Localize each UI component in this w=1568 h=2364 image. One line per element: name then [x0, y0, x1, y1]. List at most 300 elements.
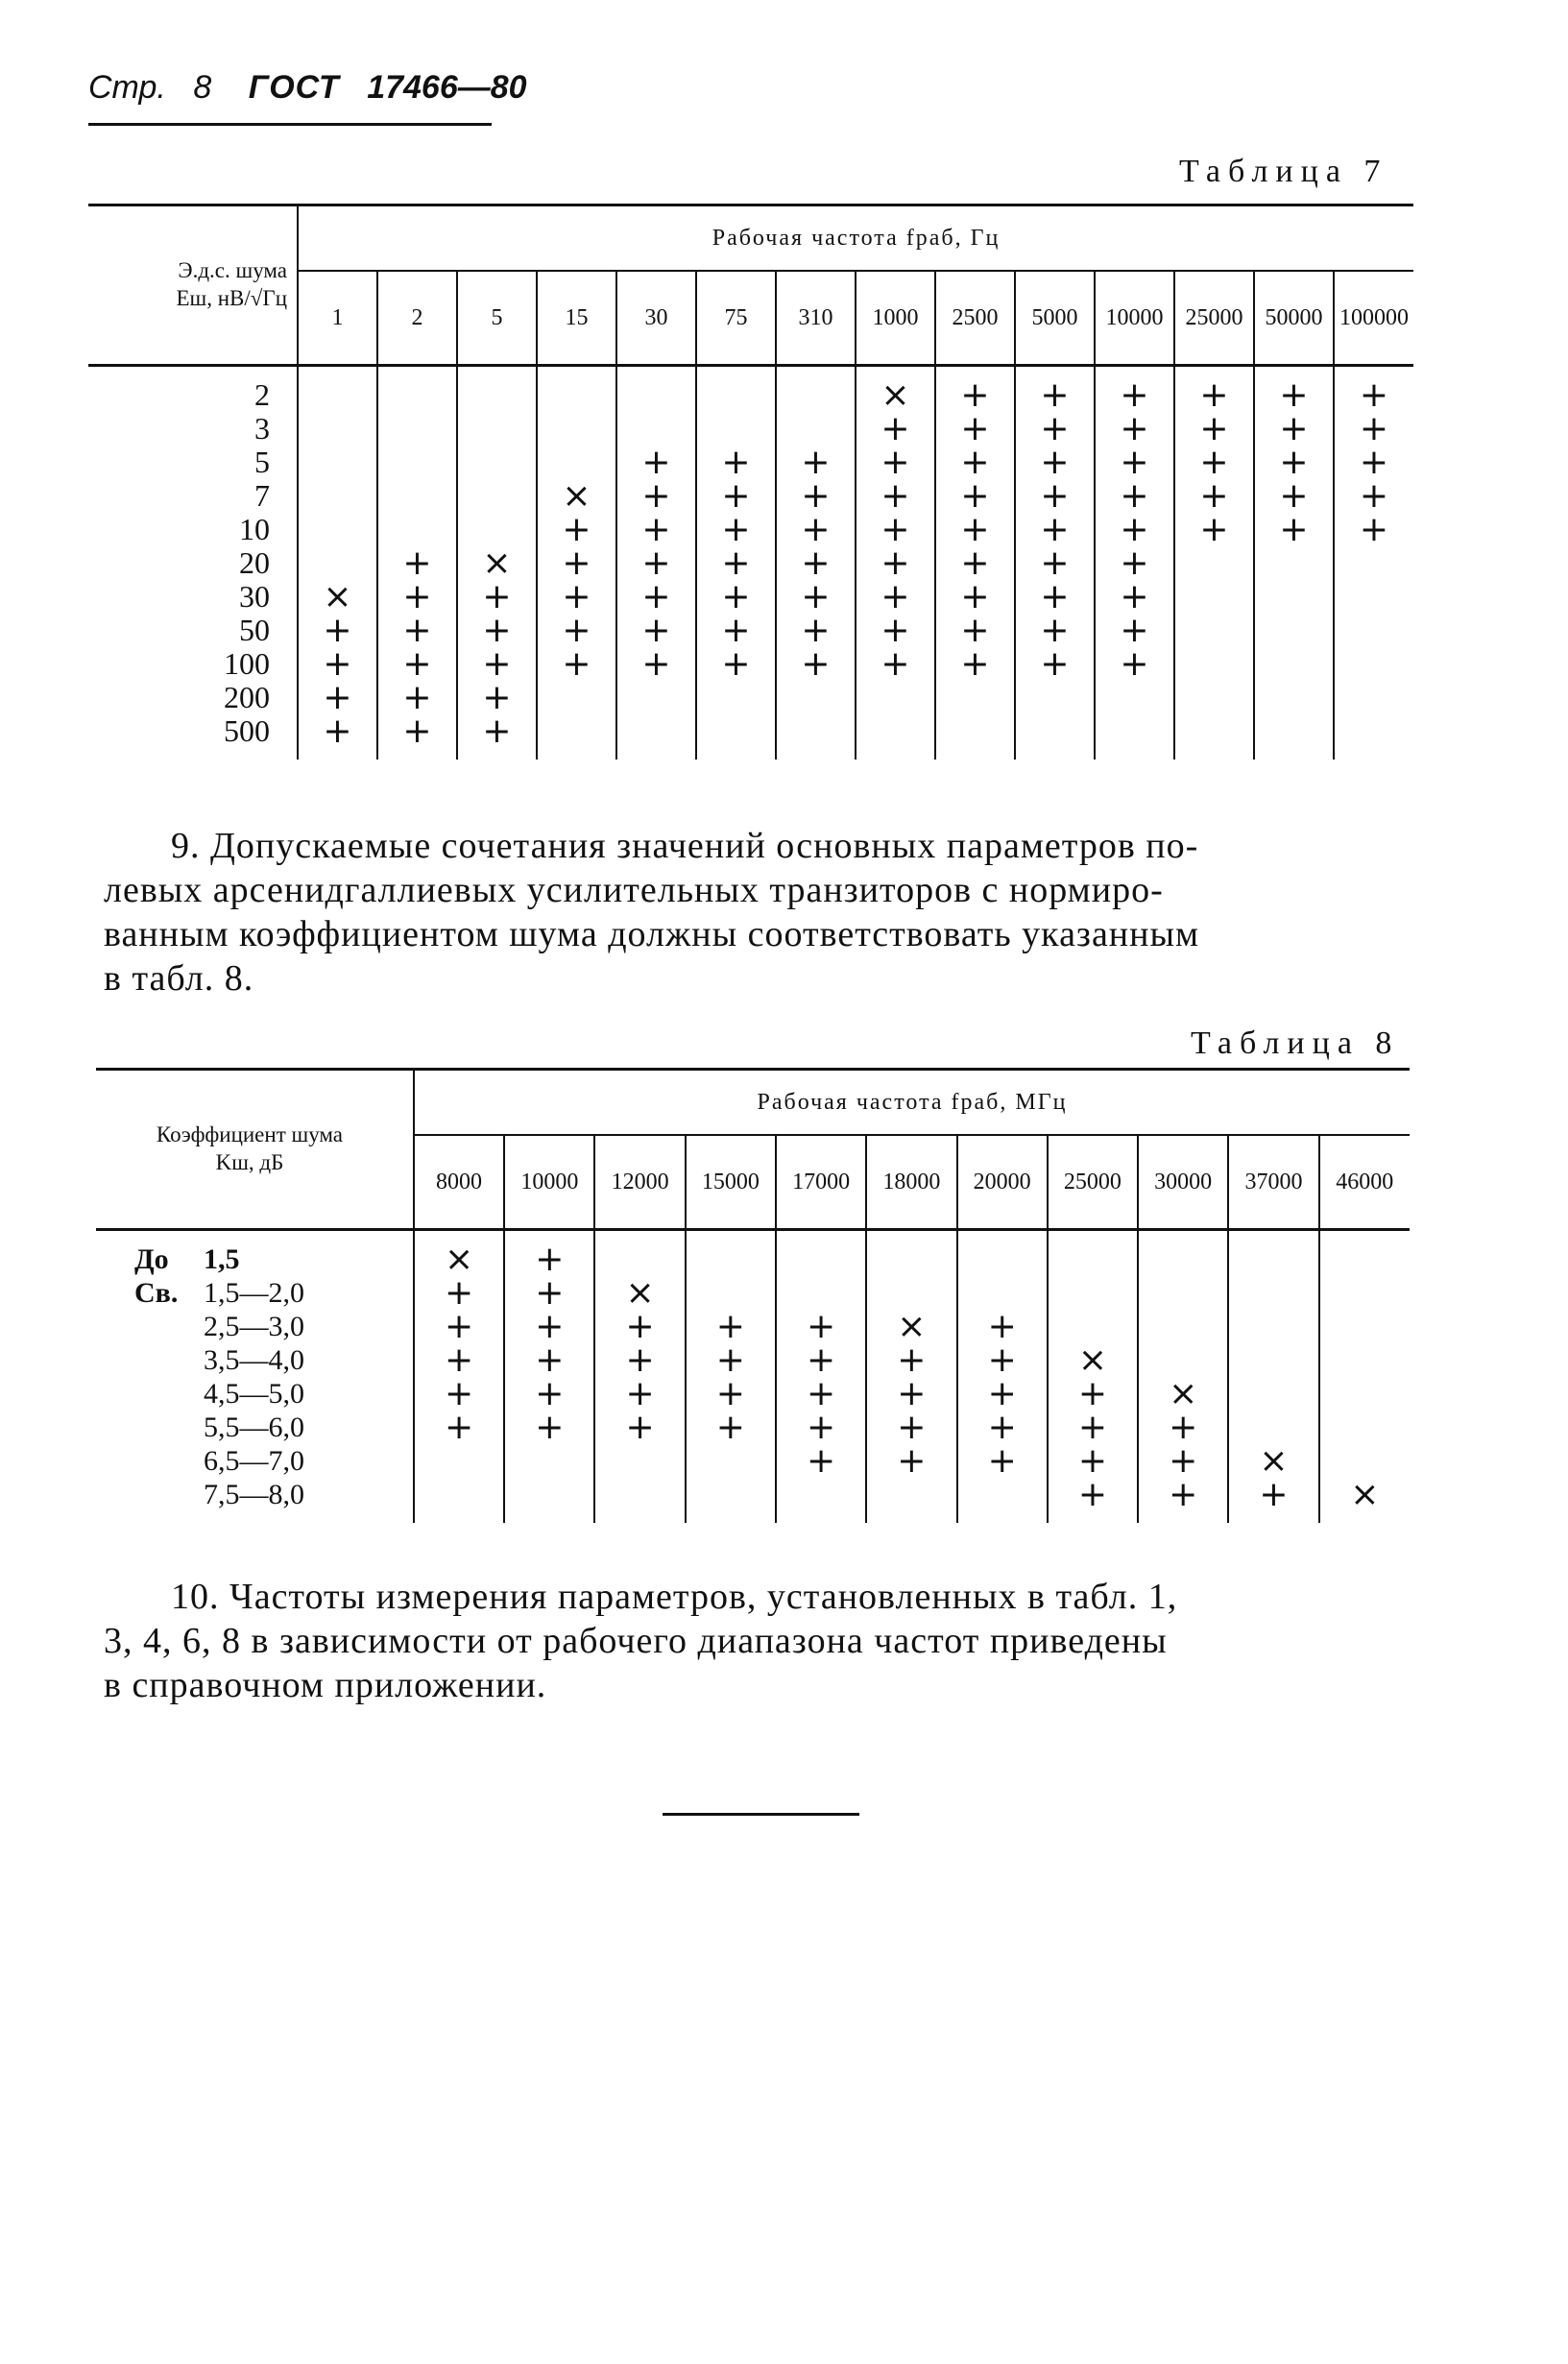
- table7-stub-header: [88, 205, 298, 366]
- table7-row-label: 500: [224, 713, 270, 748]
- paragraph-9-line-2: левых арсенидгаллиевых усилительных транзиторов с нормиро-: [104, 870, 1164, 910]
- plus-mark: +: [504, 1411, 594, 1444]
- table8-row-value: 2,5—3,0: [204, 1311, 304, 1342]
- plus-mark: +: [377, 614, 457, 647]
- table-cell: [616, 681, 696, 714]
- table8-row-label: [96, 1411, 414, 1444]
- plus-mark: +: [776, 1444, 866, 1478]
- table-cell: [686, 1276, 776, 1310]
- plus-mark: +: [1334, 412, 1413, 446]
- table-cell: [457, 412, 537, 446]
- plus-mark: +: [1174, 446, 1254, 479]
- table-cell: [1015, 714, 1095, 748]
- table-cell: [298, 446, 377, 479]
- table-cell: [1228, 1411, 1318, 1444]
- table-cell: [866, 1478, 956, 1511]
- table-cell: [616, 714, 696, 748]
- table7-row-label: 7: [254, 478, 270, 513]
- table7-frequency-header: 1000: [856, 271, 935, 366]
- plus-mark: +: [866, 1343, 956, 1377]
- plus-mark: +: [616, 513, 696, 546]
- plus-mark: +: [856, 479, 935, 513]
- cross-mark: ×: [594, 1276, 685, 1310]
- table8-frequency-header: 12000: [594, 1135, 685, 1230]
- plus-mark: +: [935, 446, 1015, 479]
- table-cell: [504, 1478, 594, 1511]
- table-cell: [1015, 681, 1095, 714]
- table7-row-label: 50: [239, 613, 270, 647]
- plus-mark: +: [856, 513, 935, 546]
- plus-mark: +: [935, 546, 1015, 580]
- plus-mark: +: [1015, 647, 1095, 681]
- table-cell: [776, 1242, 866, 1276]
- table7-frequency-header: 30: [616, 271, 696, 366]
- table-cell: [1228, 1377, 1318, 1411]
- paragraph-10-line-1: 10. Частоты измерения параметров, установленных в табл. 1,: [171, 1577, 1178, 1617]
- table7-row-label: 2: [254, 377, 270, 412]
- page-header: [88, 69, 527, 107]
- table-cell: [504, 1444, 594, 1478]
- plus-mark: +: [537, 614, 616, 647]
- plus-mark: +: [1334, 378, 1413, 412]
- table-cell: [1138, 1242, 1228, 1276]
- paragraph-10-line-3: в справочном приложении.: [104, 1665, 547, 1705]
- plus-mark: +: [1095, 580, 1174, 614]
- plus-mark: +: [1138, 1478, 1228, 1511]
- table-row: [96, 1478, 1410, 1511]
- plus-mark: +: [1334, 479, 1413, 513]
- table-cell: [1319, 1242, 1410, 1276]
- plus-mark: +: [1254, 412, 1334, 446]
- table-cell: [1334, 580, 1413, 614]
- plus-mark: +: [1015, 479, 1095, 513]
- table-cell: [594, 1478, 685, 1511]
- plus-mark: +: [776, 446, 856, 479]
- plus-mark: +: [1048, 1478, 1138, 1511]
- plus-mark: +: [696, 479, 776, 513]
- plus-mark: +: [957, 1343, 1048, 1377]
- table-cell: [1138, 1310, 1228, 1343]
- table-cell: [1319, 1343, 1410, 1377]
- plus-mark: +: [776, 1377, 866, 1411]
- table8-row-prefix: До: [134, 1243, 169, 1275]
- plus-mark: +: [856, 647, 935, 681]
- plus-mark: +: [1048, 1411, 1138, 1444]
- plus-mark: +: [1015, 614, 1095, 647]
- table-cell: [1048, 1242, 1138, 1276]
- table-cell: [686, 1478, 776, 1511]
- cross-mark: ×: [1228, 1444, 1318, 1478]
- table7-caption: Таблица 7: [1179, 154, 1388, 189]
- table7-frequency-header: 5: [457, 271, 537, 366]
- table-cell: [457, 446, 537, 479]
- table-cell: [1334, 614, 1413, 647]
- paragraph-9-line-4: в табл. 8.: [104, 958, 254, 999]
- table-cell: [1334, 546, 1413, 580]
- plus-mark: +: [414, 1343, 504, 1377]
- table8-frequency-header: 18000: [866, 1135, 956, 1230]
- plus-mark: +: [616, 446, 696, 479]
- table-cell: [1174, 647, 1254, 681]
- table8-frequency-header: 10000: [504, 1135, 594, 1230]
- cross-mark: ×: [414, 1242, 504, 1276]
- plus-mark: +: [776, 647, 856, 681]
- plus-mark: +: [866, 1411, 956, 1444]
- table-cell: [1228, 1242, 1318, 1276]
- plus-mark: +: [377, 714, 457, 748]
- table-cell: [696, 412, 776, 446]
- table-cell: [298, 479, 377, 513]
- table8-frequency-header: 17000: [776, 1135, 866, 1230]
- end-rule: [663, 1813, 859, 1816]
- table-cell: [414, 1444, 504, 1478]
- plus-mark: +: [594, 1411, 685, 1444]
- cross-mark: ×: [856, 378, 935, 412]
- plus-mark: +: [457, 647, 537, 681]
- table7-stub-header-line-1: Э.д.с. шума: [178, 258, 287, 283]
- plus-mark: +: [414, 1310, 504, 1343]
- table-cell: [457, 378, 537, 412]
- table-row: [96, 1310, 1410, 1343]
- cross-mark: ×: [1138, 1377, 1228, 1411]
- header-rule: [88, 123, 492, 126]
- table-cell: [1334, 714, 1413, 748]
- table-cell: [298, 412, 377, 446]
- table-cell: [1228, 1310, 1318, 1343]
- table-cell: [457, 513, 537, 546]
- table-row: [88, 647, 1413, 681]
- table7-row-label: 200: [224, 680, 270, 714]
- table8-row-label: [96, 1377, 414, 1411]
- gost-label: ГОСТ: [248, 69, 340, 106]
- table-cell: [1095, 714, 1174, 748]
- plus-mark: +: [457, 714, 537, 748]
- table-cell: [298, 546, 377, 580]
- plus-mark: +: [457, 614, 537, 647]
- table-cell: [856, 681, 935, 714]
- table-cell: [686, 1444, 776, 1478]
- plus-mark: +: [776, 614, 856, 647]
- plus-mark: +: [1138, 1411, 1228, 1444]
- plus-mark: +: [616, 647, 696, 681]
- table-cell: [377, 412, 457, 446]
- table-cell: [298, 513, 377, 546]
- table-cell: [537, 714, 616, 748]
- paragraph-10: [104, 1575, 1414, 1707]
- plus-mark: +: [776, 546, 856, 580]
- table-cell: [377, 446, 457, 479]
- plus-mark: +: [776, 479, 856, 513]
- plus-mark: +: [298, 681, 377, 714]
- table-cell: [1228, 1343, 1318, 1377]
- table-row: [88, 546, 1413, 580]
- plus-mark: +: [696, 614, 776, 647]
- table-cell: [957, 1478, 1048, 1511]
- plus-mark: +: [1334, 446, 1413, 479]
- table-cell: [866, 1242, 956, 1276]
- table8-stub-header-line-2: Kш, дБ: [215, 1150, 284, 1174]
- plus-mark: +: [504, 1276, 594, 1310]
- table-row: [88, 479, 1413, 513]
- table8-frequency-header: 8000: [414, 1135, 504, 1230]
- table-cell: [776, 412, 856, 446]
- plus-mark: +: [1015, 446, 1095, 479]
- table-row: [96, 1343, 1410, 1377]
- table7-frequency-header: 50000: [1254, 271, 1334, 366]
- plus-mark: +: [696, 446, 776, 479]
- table-row: [88, 412, 1413, 446]
- table-cell: [957, 1276, 1048, 1310]
- plus-mark: +: [1334, 513, 1413, 546]
- table-cell: [1334, 681, 1413, 714]
- plus-mark: +: [457, 580, 537, 614]
- table8-frequency-header: 25000: [1048, 1135, 1138, 1230]
- table-cell: [1254, 681, 1334, 714]
- table-row: [88, 446, 1413, 479]
- table-cell: [594, 1242, 685, 1276]
- table8-frequency-header: 30000: [1138, 1135, 1228, 1230]
- cross-mark: ×: [457, 546, 537, 580]
- plus-mark: +: [1095, 614, 1174, 647]
- plus-mark: +: [1228, 1478, 1318, 1511]
- table-row: [88, 714, 1413, 748]
- table7-frequency-header: 2500: [935, 271, 1015, 366]
- table8-stub-header: [96, 1070, 414, 1230]
- table8-row-label: [96, 1276, 414, 1310]
- table7-frequency-header: 5000: [1015, 271, 1095, 366]
- cross-mark: ×: [537, 479, 616, 513]
- plus-mark: +: [1095, 647, 1174, 681]
- plus-mark: +: [935, 647, 1015, 681]
- plus-mark: +: [1095, 479, 1174, 513]
- table-cell: [1319, 1276, 1410, 1310]
- table7-row-label: 10: [239, 512, 270, 546]
- plus-mark: +: [504, 1377, 594, 1411]
- plus-mark: +: [616, 614, 696, 647]
- plus-mark: +: [1095, 412, 1174, 446]
- table-cell: [696, 714, 776, 748]
- plus-mark: +: [1015, 580, 1095, 614]
- plus-mark: +: [1254, 479, 1334, 513]
- plus-mark: +: [414, 1411, 504, 1444]
- plus-mark: +: [856, 412, 935, 446]
- plus-mark: +: [935, 479, 1015, 513]
- plus-mark: +: [957, 1411, 1048, 1444]
- table7: [88, 204, 1413, 760]
- paragraph-9-line-3: ванным коэффициентом шума должны соответствовать указанным: [104, 914, 1200, 954]
- table-cell: [696, 378, 776, 412]
- table-row: [88, 614, 1413, 647]
- plus-mark: +: [935, 614, 1015, 647]
- plus-mark: +: [537, 513, 616, 546]
- plus-mark: +: [1015, 546, 1095, 580]
- table-cell: [1174, 546, 1254, 580]
- plus-mark: +: [957, 1444, 1048, 1478]
- plus-mark: +: [414, 1276, 504, 1310]
- plus-mark: +: [616, 479, 696, 513]
- table8-row-value: 6,5—7,0: [204, 1445, 304, 1477]
- table-cell: [686, 1242, 776, 1276]
- table8-row-value: 1,5: [204, 1243, 240, 1275]
- table-cell: [856, 714, 935, 748]
- table-cell: [776, 1478, 866, 1511]
- plus-mark: +: [457, 681, 537, 714]
- table-cell: [1048, 1310, 1138, 1343]
- table8-frequency-header: 37000: [1228, 1135, 1318, 1230]
- plus-mark: +: [696, 647, 776, 681]
- plus-mark: +: [686, 1411, 776, 1444]
- table8-frequency-header: 46000: [1319, 1135, 1410, 1230]
- table-cell: [935, 714, 1015, 748]
- table-cell: [1174, 580, 1254, 614]
- plus-mark: +: [1095, 513, 1174, 546]
- table-cell: [957, 1242, 1048, 1276]
- plus-mark: +: [298, 714, 377, 748]
- table-cell: [537, 446, 616, 479]
- table8-row-value: 7,5—8,0: [204, 1479, 304, 1510]
- table-cell: [776, 378, 856, 412]
- plus-mark: +: [377, 546, 457, 580]
- plus-mark: +: [935, 580, 1015, 614]
- table-cell: [616, 412, 696, 446]
- table7-frequency-header: 310: [776, 271, 856, 366]
- table8-row-label: [96, 1343, 414, 1377]
- table-cell: [537, 681, 616, 714]
- table-cell: [1319, 1444, 1410, 1478]
- paragraph-10-line-2: 3, 4, 6, 8 в зависимости от рабочего диапазона частот приведены: [104, 1621, 1168, 1661]
- plus-mark: +: [957, 1310, 1048, 1343]
- plus-mark: +: [776, 580, 856, 614]
- table7-row-label: 20: [239, 545, 270, 580]
- table-cell: [1174, 614, 1254, 647]
- plus-mark: +: [1174, 412, 1254, 446]
- plus-mark: +: [504, 1242, 594, 1276]
- plus-mark: +: [537, 546, 616, 580]
- table-cell: [1254, 614, 1334, 647]
- table-cell: [1319, 1411, 1410, 1444]
- paragraph-9: [104, 824, 1414, 1001]
- plus-mark: +: [1254, 513, 1334, 546]
- table-row: [96, 1444, 1410, 1478]
- plus-mark: +: [594, 1310, 685, 1343]
- plus-mark: +: [616, 546, 696, 580]
- table-cell: [776, 714, 856, 748]
- plus-mark: +: [856, 580, 935, 614]
- plus-mark: +: [504, 1310, 594, 1343]
- table8-row-label: [96, 1444, 414, 1478]
- table-cell: [377, 378, 457, 412]
- table-cell: [537, 378, 616, 412]
- table8-row-label: [96, 1242, 414, 1276]
- plus-mark: +: [935, 412, 1015, 446]
- table7-frequency-header: 100000: [1334, 271, 1413, 366]
- table8-row-prefix: Св.: [134, 1277, 179, 1309]
- plus-mark: +: [1015, 513, 1095, 546]
- table7-frequency-header: 2: [377, 271, 457, 366]
- plus-mark: +: [1174, 378, 1254, 412]
- plus-mark: +: [504, 1343, 594, 1377]
- table-row: [96, 1242, 1410, 1276]
- plus-mark: +: [856, 614, 935, 647]
- plus-mark: +: [377, 580, 457, 614]
- table8-frequency-header: 20000: [957, 1135, 1048, 1230]
- plus-mark: +: [616, 580, 696, 614]
- table-cell: [1254, 580, 1334, 614]
- table7-row-label: 30: [239, 579, 270, 614]
- table-cell: [1048, 1276, 1138, 1310]
- table-cell: [776, 1276, 866, 1310]
- table-cell: [1319, 1310, 1410, 1343]
- plus-mark: +: [298, 614, 377, 647]
- table-cell: [1254, 714, 1334, 748]
- table7-row-label: 5: [254, 445, 270, 479]
- table-cell: [866, 1276, 956, 1310]
- plus-mark: +: [1174, 513, 1254, 546]
- plus-mark: +: [537, 647, 616, 681]
- table7-stub-header-line-2: Eш, нВ/√Гц: [176, 286, 287, 310]
- table-row: [96, 1411, 1410, 1444]
- plus-mark: +: [1048, 1377, 1138, 1411]
- table-cell: [377, 513, 457, 546]
- table-cell: [377, 479, 457, 513]
- plus-mark: +: [696, 546, 776, 580]
- table-cell: [935, 681, 1015, 714]
- table-cell: [1095, 681, 1174, 714]
- plus-mark: +: [1254, 378, 1334, 412]
- table7-frequency-header: 75: [696, 271, 776, 366]
- plus-mark: +: [1015, 412, 1095, 446]
- table-row: [88, 681, 1413, 714]
- plus-mark: +: [866, 1377, 956, 1411]
- table-cell: [1254, 546, 1334, 580]
- plus-mark: +: [696, 513, 776, 546]
- table-cell: [1319, 1377, 1410, 1411]
- plus-mark: +: [537, 580, 616, 614]
- table7-row-label: 100: [224, 646, 270, 681]
- table-cell: [1174, 681, 1254, 714]
- table8-row-value: 3,5—4,0: [204, 1344, 304, 1376]
- table8: [96, 1068, 1410, 1523]
- plus-mark: +: [594, 1343, 685, 1377]
- table7-row-label: 3: [254, 411, 270, 446]
- table-row: [88, 513, 1413, 546]
- table-row: [96, 1377, 1410, 1411]
- cross-mark: ×: [298, 580, 377, 614]
- plus-mark: +: [776, 1411, 866, 1444]
- plus-mark: +: [1174, 479, 1254, 513]
- table8-row-value: 5,5—6,0: [204, 1411, 304, 1443]
- table8-row-label: [96, 1478, 414, 1511]
- page-number: 8: [193, 69, 212, 106]
- table-cell: [537, 412, 616, 446]
- plus-mark: +: [1015, 378, 1095, 412]
- table-cell: [616, 378, 696, 412]
- table7-frequency-header: 25000: [1174, 271, 1254, 366]
- table8-stub-header-line-1: Коэффициент шума: [156, 1122, 344, 1147]
- plus-mark: +: [1095, 546, 1174, 580]
- plus-mark: +: [298, 647, 377, 681]
- table-cell: [1334, 647, 1413, 681]
- plus-mark: +: [1254, 446, 1334, 479]
- table7-frequency-header: 10000: [1095, 271, 1174, 366]
- table8-row-value: 1,5—2,0: [204, 1277, 304, 1309]
- table-row: [96, 1276, 1410, 1310]
- plus-mark: +: [935, 513, 1015, 546]
- plus-mark: +: [776, 1310, 866, 1343]
- table-cell: [1138, 1276, 1228, 1310]
- plus-mark: +: [1095, 378, 1174, 412]
- table-cell: [414, 1478, 504, 1511]
